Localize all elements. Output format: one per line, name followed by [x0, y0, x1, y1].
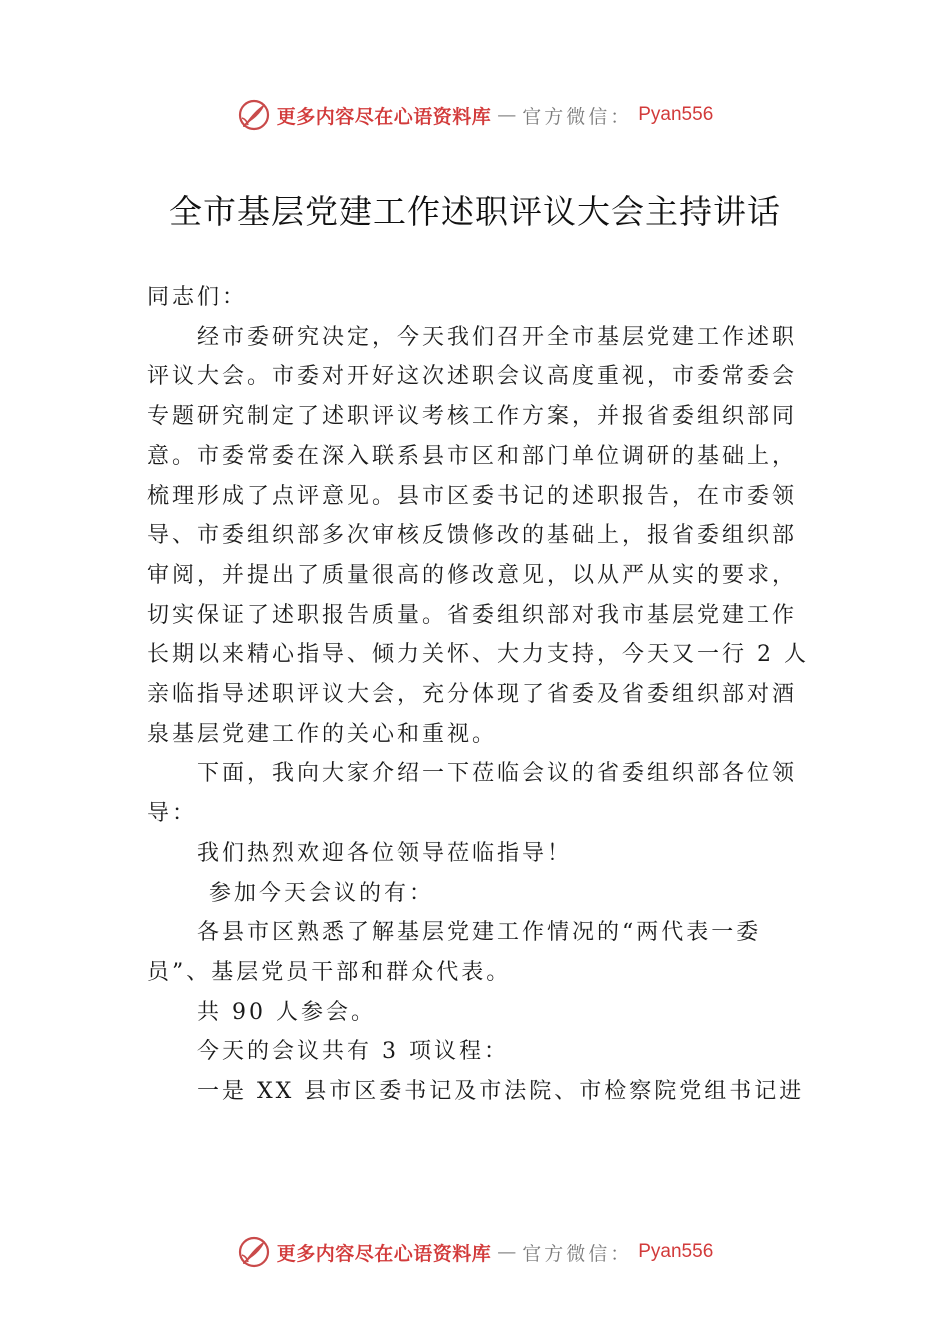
document-title: 全市基层党建工作述职评议大会主持讲话 [169, 192, 781, 231]
quill-pen-logo-icon [237, 98, 271, 132]
paragraph-agenda: 今天的会议共有 3 项议程： [197, 1039, 509, 1065]
document-body [147, 278, 817, 1112]
footer-banner [0, 1232, 950, 1272]
header-banner [0, 95, 950, 135]
banner-brand-text: 更多内容尽在心语资料库 [276, 105, 492, 128]
paragraph-attendees-label: 参加今天会议的有： [209, 880, 435, 906]
banner-brand-text: 更多内容尽在心语资料库 [276, 1242, 492, 1265]
banner-wechat-label: 官方微信： [522, 1242, 633, 1265]
banner-separator: — [497, 104, 517, 126]
paragraph-welcome: 我们热烈欢迎各位领导莅临指导！ [197, 840, 573, 866]
paragraph-introduce-leaders: 下面，我向大家介绍一下莅临会议的省委组织部各位领导： [147, 761, 798, 827]
paragraph-intro: 经市委研究决定，今天我们召开全市基层党建工作述职评议大会。市委对开好这次述职会议高度重视，市委常委会专题研究制定了述职评议考核工作方案，并报省委组织部同意。市委常委在深入联系县市区和部门单位调研的基础上， 梳理形成了点评意见。县市区委书记的述职报告，在市委领导、市委组织部多次审核反馈修改的基础上，报省委组织部审阅，并提出了质量很高的修改意见，以从严从实的要求， 切实保证了述职报告质量。省委组织部对我市基层党建工作长期以来精心指导、倾力关怀、大力支持，今天又一行 2 人亲临指导述职评议大会，充分体现了省委及省委组织部对酒泉基层党建工作的关心和重视。 [147, 324, 809, 747]
paragraph-attendees: 各县市区熟悉了解基层党建工作情况的“两代表一委员”、基层党员干部和群众代表。 [147, 920, 762, 985]
banner-separator: — [497, 1241, 517, 1263]
banner-account-id: Pyan556 [638, 104, 714, 125]
quill-pen-logo-icon [237, 1235, 271, 1269]
salutation: 同志们： [147, 285, 248, 310]
paragraph-agenda-item-1: 一是 XX 县市区委书记及市法院、市检察院党组书记进 [197, 1079, 805, 1105]
banner-wechat-label: 官方微信： [522, 105, 633, 128]
banner-account-id: Pyan556 [638, 1241, 714, 1262]
paragraph-count: 共 90 人参会。 [197, 999, 376, 1025]
